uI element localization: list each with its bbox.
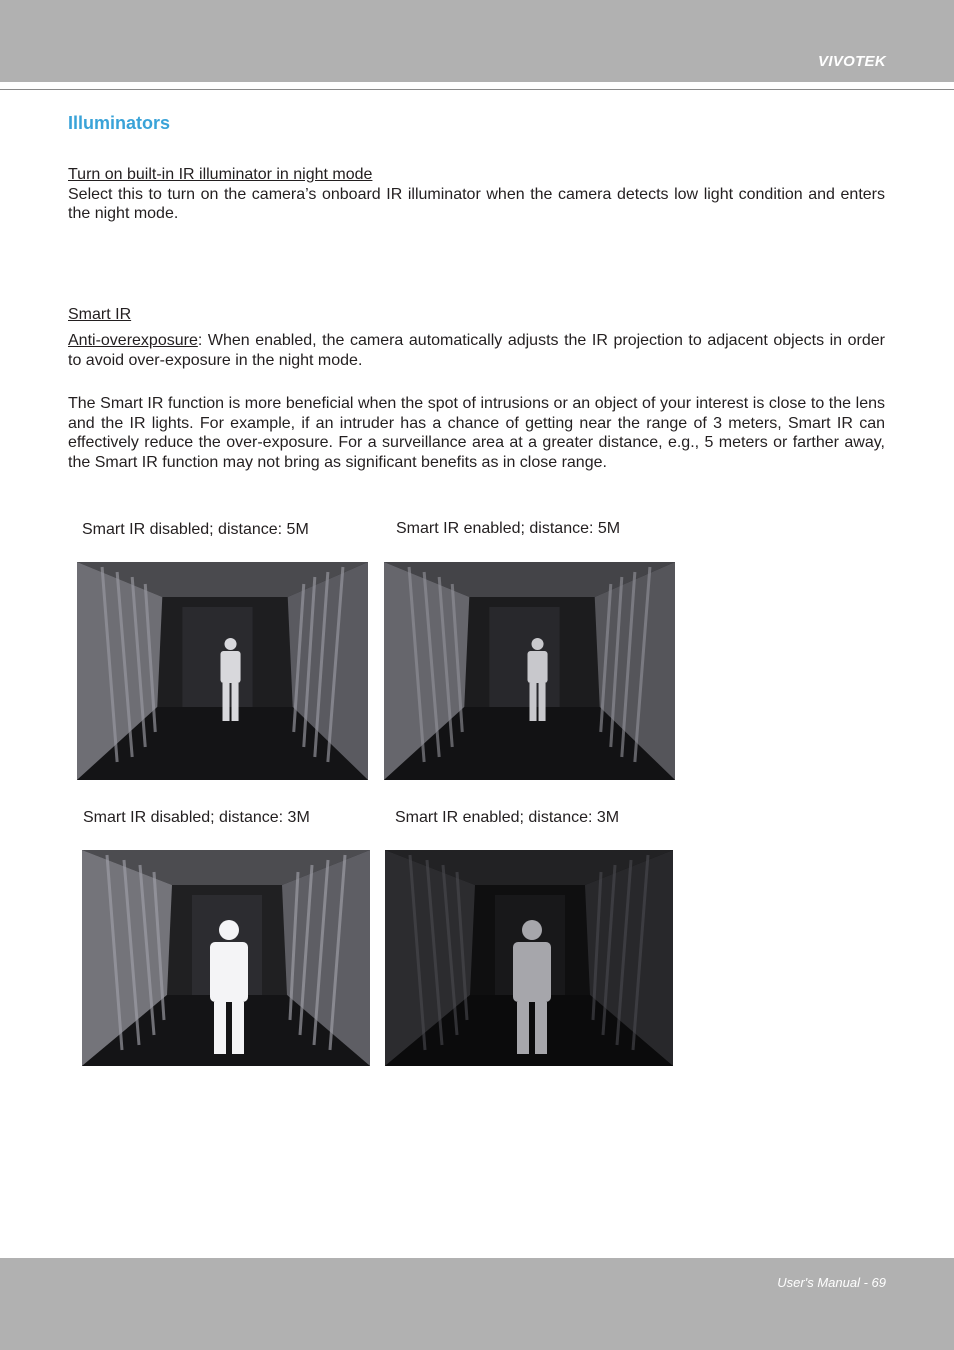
- figure-caption-disabled-5m: Smart IR disabled; distance: 5M: [82, 521, 309, 538]
- night-photo-enabled-5m: [384, 562, 675, 780]
- brand-logo: VIVOTEK: [818, 53, 886, 70]
- header-divider: [0, 89, 954, 90]
- night-photo-enabled-3m: [385, 850, 673, 1066]
- figure-caption-enabled-5m: Smart IR enabled; distance: 5M: [396, 520, 621, 537]
- page-number: User's Manual - 69: [777, 1275, 886, 1290]
- ir-heading: Turn on built-in IR illuminator in night mode: [68, 166, 373, 183]
- smart-ir-heading: [68, 305, 885, 325]
- footer-bar: [0, 1258, 954, 1350]
- smart-ir-benefit-paragraph: The Smart IR function is more beneficial when the spot of intrusions or an object of your interest is close to the lens and the IR lights. For example, if an intruder has a chance of getting near the range of 3 meters, Smart IR can effectively reduce the over-exposure. For a surveillance area at a greater distance, e.g., 5 meters or farther away, the Smart IR function may not bring as significant benefits as in close range.: [68, 395, 885, 471]
- anti-overexposure-term: Anti-overexposure: [68, 332, 198, 349]
- night-photo-disabled-5m: [77, 562, 368, 780]
- ir-section: [68, 165, 885, 224]
- ir-description: Select this to turn on the camera’s onboard IR illuminator when the camera detects low light condition and enters the night mode.: [68, 185, 885, 222]
- section-title: Illuminators: [68, 113, 171, 133]
- night-photo-disabled-3m: [82, 850, 370, 1066]
- anti-overexposure-paragraph: [68, 331, 885, 370]
- header-bar: [0, 0, 954, 82]
- figure-caption-enabled-3m: Smart IR enabled; distance: 3M: [395, 809, 620, 826]
- figure-caption-disabled-3m: Smart IR disabled; distance: 3M: [83, 809, 310, 826]
- smart-ir-heading-text: Smart IR: [68, 306, 132, 323]
- anti-overexposure-description: : When enabled, the camera automatically adjusts the IR projection to adjacent objects in order to avoid over-exposure in the night mode.: [68, 332, 885, 369]
